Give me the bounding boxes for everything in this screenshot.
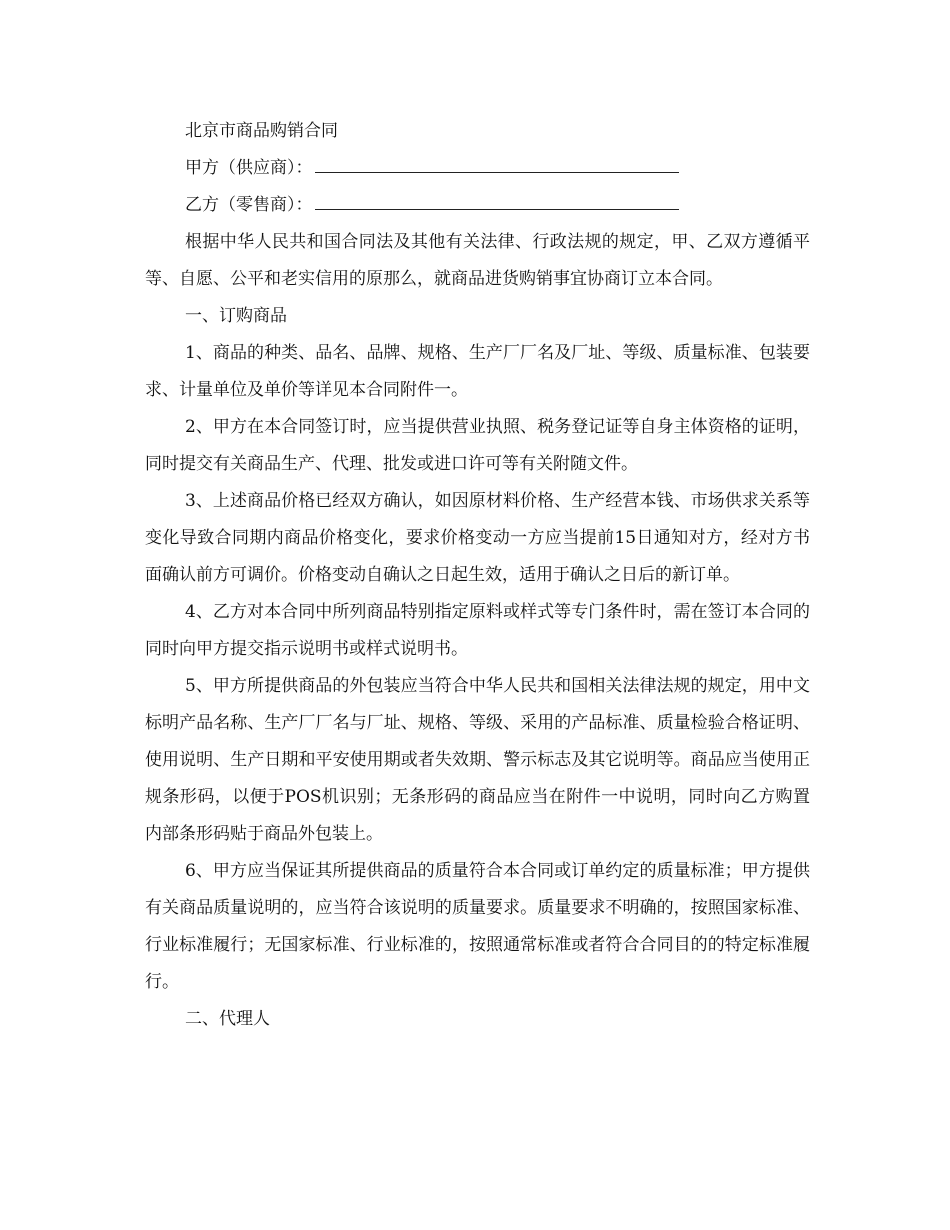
section-heading-agent: 二、代理人 xyxy=(185,1009,270,1029)
party-b-blank[interactable] xyxy=(315,189,679,210)
party-a-line xyxy=(145,150,810,187)
section-heading-order-goods: 一、订购商品 xyxy=(185,306,287,326)
clause-1: 1、商品的种类、品名、品牌、规格、生产厂厂名及厂址、等级、质量标准、包装要求、计量单位及单价等详见本合同附件一。 xyxy=(145,343,810,400)
party-a-label: 甲方（供应商）： xyxy=(185,158,313,178)
clause-5: 5、甲方所提供商品的外包装应当符合中华人民共和国相关法律法规的规定，用中文标明产品名称、生产厂厂名与厂址、规格、等级、采用的产品标准、质量检验合格证明、使用说明、生产日期和平安使用期或者失效期、警示标志及其它说明等。商品应当使用正规条形码，以便于POS机识别；无条形码的商品应当在附件一中说明，同时向乙方购置内部条形码贴于商品外包装上。 xyxy=(145,676,810,844)
clause-4: 4、乙方对本合同中所列商品特别指定原料或样式等专门条件时，需在签订本合同的同时向甲方提交指示说明书或样式说明书。 xyxy=(145,602,810,659)
contract-title: 北京市商品购销合同 xyxy=(185,121,338,141)
clause-3: 3、上述商品价格已经双方确认，如因原材料价格、生产经营本钱、市场供求关系等变化导致合同期内商品价格变化，要求价格变动一方应当提前15日通知对方，经对方书面确认前方可调价。价格变动自确认之日起生效，适用于确认之日后的新订单。 xyxy=(145,491,810,585)
preamble-paragraph: 根据中华人民共和国合同法及其他有关法律、行政法规的规定，甲、乙双方遵循平等、自愿、公平和老实信用的原那么，就商品进货购销事宜协商订立本合同。 xyxy=(145,232,810,289)
party-b-line xyxy=(145,187,810,224)
party-b-label: 乙方（零售商）： xyxy=(185,195,313,215)
document-body xyxy=(145,113,810,1038)
clause-6: 6、甲方应当保证其所提供商品的质量符合本合同或订单约定的质量标准；甲方提供有关商品质量说明的，应当符合该说明的质量要求。质量要求不明确的，按照国家标准、行业标准履行；无国家标准、行业标准的，按照通常标准或者符合合同目的的特定标准履行。 xyxy=(145,861,810,992)
clause-2: 2、甲方在本合同签订时，应当提供营业执照、税务登记证等自身主体资格的证明，同时提交有关商品生产、代理、批发或进口许可等有关附随文件。 xyxy=(145,417,810,474)
party-a-blank[interactable] xyxy=(315,152,679,173)
